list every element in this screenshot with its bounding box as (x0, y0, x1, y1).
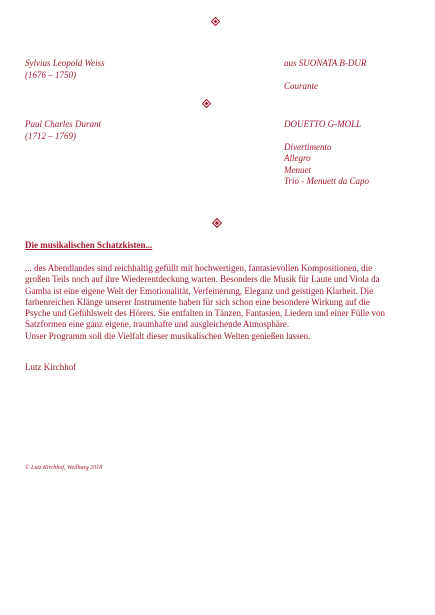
body-paragraph: Unser Programm soll die Vielfalt dieser musikalischen Welten genießen lassen. (25, 331, 311, 341)
diamond-ornament-icon (211, 17, 220, 26)
composer-years: (1712 – 1769) (25, 130, 76, 141)
diamond-ornament-icon (212, 218, 222, 228)
section-heading: Die musikalischen Schatzkisten... (25, 240, 153, 250)
movement: Divertimento (284, 141, 332, 152)
movement: Menuet (284, 164, 311, 175)
composer-name: Paul Charles Durant (25, 119, 102, 129)
movement: Allegro (284, 153, 311, 163)
composer-years: (1676 – 1750) (25, 69, 76, 80)
signature: Lutz Kirchhof (25, 362, 77, 372)
movement: Courante (284, 80, 319, 91)
copyright-notice: © Lutz Kirchhof, Weilburg 2018 (25, 465, 103, 471)
body-paragraph: ... des Abendlandes sind reichhaltig gefüllt mit hochwertigen, fantasievollen Kompositionen, die großen Teils noch auf ihre Wiederentdeckung warten. Besonders die Musik für Laute und Viola da Gamba ist eine eigene Welt der Emotionalität, Verfeinerung, Eleganz und geistigen Klarheit. Die farbenreichen Klänge unserer Instrumente haben für sich schon eine besondere Wirkung auf die Psyche und Gefühlswelt des Hörers. Sie entfalten in Tänzen, Fantasien, Liedern und einer Fülle von Satzformen eine ganz eigene, traumhafte und ausgleichende Atmosphäre. (25, 263, 385, 330)
composer-name: Sylvius Leopold Weiss (25, 58, 105, 68)
movement: Trio - Menuett da Capo (284, 176, 369, 186)
work-title: aus SUONATA B-DUR (284, 58, 367, 68)
work-title: DOUETTO G-MOLL (284, 119, 362, 129)
diamond-ornament-icon (202, 99, 211, 108)
